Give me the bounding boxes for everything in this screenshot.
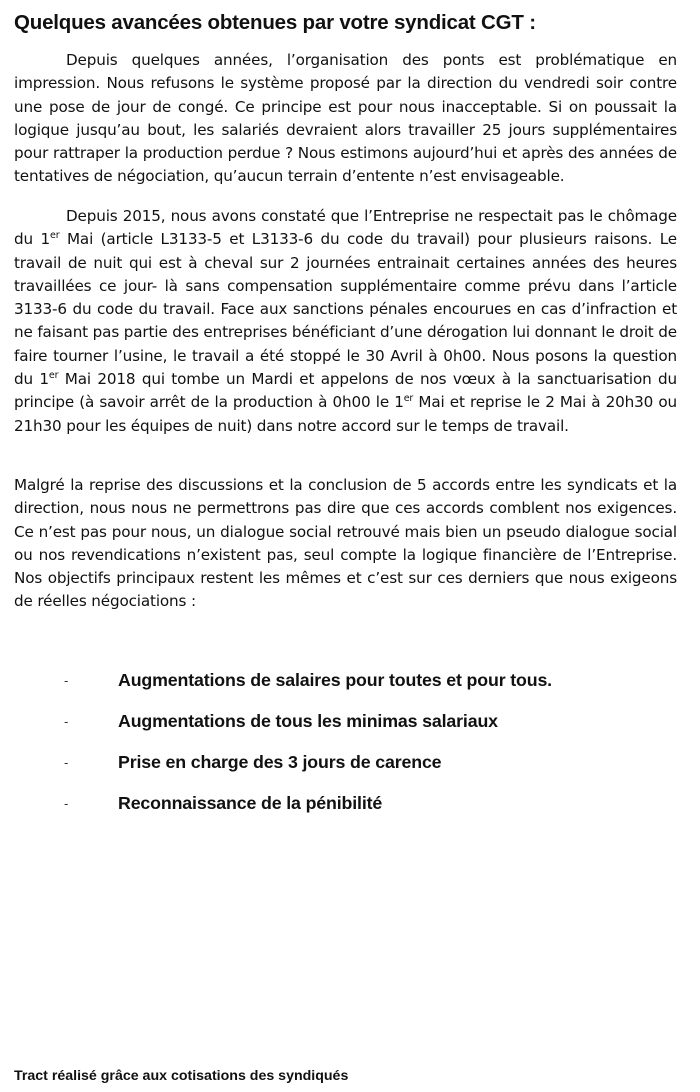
paragraph-ponts: Depuis quelques années, l’organisation des ponts est problématique en impression. Nous refusons le système proposé par la direction du vendredi soir contre une pose de jour de congé. Ce principe est pour nous inacceptable. Si on poussait la logique jusqu’au bout, les salariés devraient alors travailler 25 jours supplémentaires pour rattraper la production perdue ? Nous estimons aujourd’hui et après des années de tentatives de négociation, qu’aucun terrain d’entente n’est envisageable.	[14, 51, 677, 186]
list-dash: -	[64, 673, 69, 688]
ordinal-suffix: er	[48, 370, 59, 382]
demand-text: Prise en charge des 3 jours de carence	[118, 752, 442, 772]
paragraph-accords: Malgré la reprise des discussions et la conclusion de 5 accords entre les syndicats et la direction, nous nous ne permettrons pas dire que ces accords comblent nos exigences. Ce n’est pas pour nous, un dialogue social retrouvé mais bien un pseudo dialogue social ou nos revendications n’existent pas, seul compte la logique financière de l’Entreprise. Nos objectifs principaux restent les mêmes et c’est sur ces derniers que nous exigeons de réelles négociations :	[14, 476, 677, 611]
paragraph-premier-mai-part-2: Mai (article L3133-5 et L3133-6 du code du travail) pour plusieurs raisons. Le travail de nuit qui est à cheval sur 2 journées entrainait certaines années des heures travaillées ce jour- là sans compensation supplémentaire comme prévu dans l’article 3133-6 du code du travail. Face aux sanctions pénales encourues en cas d’infraction et ne faisant pas partie des entreprises bénéficiant d’une dérogation lui donnant le droit de faire tourner l’usine, le travail a été stoppé le 30 Avril à 0h00. Nous posons la question du 1	[14, 230, 677, 389]
paragraph-premier-mai-part-4: Mai et reprise le 2 Mai à 20h30 ou 21h30 pour les équipes de nuit) dans notre accord sur le temps de travail.	[14, 393, 677, 435]
list-dash: -	[64, 714, 69, 729]
ordinal-suffix: er	[403, 393, 414, 405]
paragraph-premier-mai	[14, 205, 677, 438]
demand-text: Reconnaissance de la pénibilité	[118, 793, 383, 813]
demands-list	[0, 668, 700, 832]
demand-item	[0, 791, 700, 832]
footer-note: Tract réalisé grâce aux cotisations des syndiqués	[14, 1068, 349, 1084]
demand-text: Augmentations de salaires pour toutes et pour tous.	[118, 670, 552, 690]
demand-item	[0, 750, 700, 791]
list-dash: -	[64, 755, 69, 770]
demand-item	[0, 668, 700, 709]
list-dash: -	[64, 796, 69, 811]
ordinal-suffix: er	[50, 230, 60, 242]
paragraph-premier-mai-part-1: Depuis 2015, nous avons constaté que l’Entreprise ne respectait pas le chômage du 1	[14, 207, 677, 249]
demand-item	[0, 709, 700, 750]
demand-text: Augmentations de tous les minimas salariaux	[118, 711, 498, 731]
paragraph-premier-mai-part-3: Mai 2018 qui tombe un Mardi et appelons de nos vœux à la sanctuarisation du principe (à savoir arrêt de la production à 0h00 le 1	[14, 370, 677, 412]
page-title: Quelques avancées obtenues par votre syndicat CGT :	[14, 11, 536, 34]
